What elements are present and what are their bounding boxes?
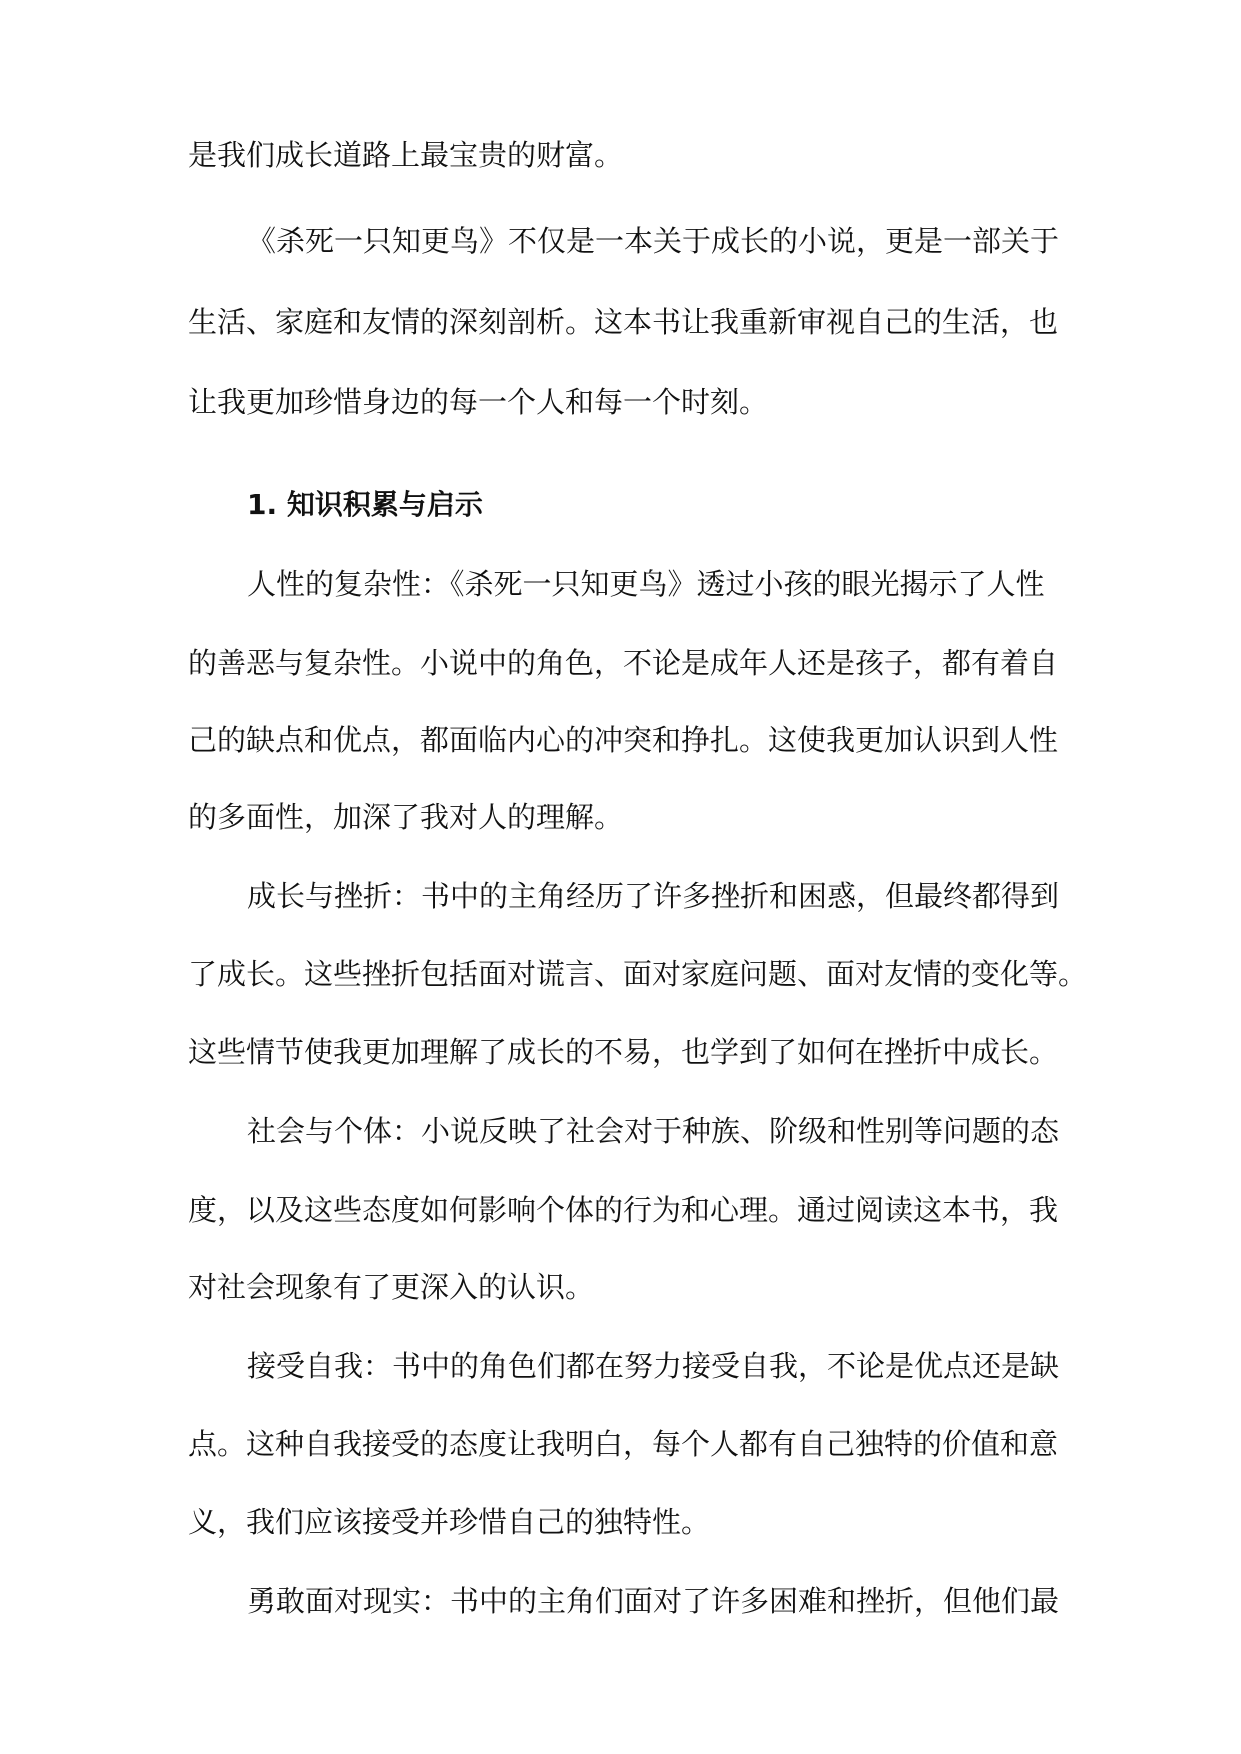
- text-line: [0, 1186, 1241, 1234]
- text-line: [0, 1498, 1241, 1546]
- text-line-content: 社会与个体：小说反映了社会对于种族、阶级和性别等问题的态: [247, 1114, 1060, 1148]
- text-line-content: 这些情节使我更加理解了成长的不易，也学到了如何在挫折中成长。: [188, 1035, 1059, 1069]
- text-line: [0, 716, 1241, 764]
- text-line-content: 让我更加珍惜身边的每一个人和每一个时刻。: [188, 385, 769, 419]
- text-line: [0, 560, 1241, 608]
- text-line-content: 接受自我：书中的角色们都在努力接受自我，不论是优点还是缺: [247, 1349, 1060, 1383]
- text-line-content: 是我们成长道路上最宝贵的财富。: [188, 138, 624, 172]
- text-line: [0, 950, 1241, 998]
- text-line: [0, 1577, 1241, 1625]
- text-line: [0, 639, 1241, 687]
- text-line-content: 度，以及这些态度如何影响个体的行为和心理。通过阅读这本书，我: [188, 1193, 1059, 1227]
- text-line: [0, 1342, 1241, 1390]
- text-line: [0, 872, 1241, 920]
- text-line-content: 己的缺点和优点，都面临内心的冲突和挣扎。这使我更加认识到人性: [188, 723, 1059, 757]
- text-line-content: 对社会现象有了更深入的认识。: [188, 1270, 595, 1304]
- section-heading: [0, 481, 1241, 529]
- text-line: [0, 1028, 1241, 1076]
- text-line-content: 生活、家庭和友情的深刻剖析。这本书让我重新审视自己的生活，也: [188, 305, 1059, 339]
- text-line: [0, 1263, 1241, 1311]
- text-line-content: 了成长。这些挫折包括面对谎言、面对家庭问题、面对友情的变化等。: [188, 957, 1088, 991]
- text-line-content: 点。这种自我接受的态度让我明白，每个人都有自己独特的价值和意: [188, 1427, 1059, 1461]
- text-line: [0, 1107, 1241, 1155]
- text-line: [0, 298, 1241, 346]
- text-line-content: 的善恶与复杂性。小说中的角色，不论是成年人还是孩子，都有着自: [188, 646, 1059, 680]
- text-line-content: 勇敢面对现实：书中的主角们面对了许多困难和挫折，但他们最: [247, 1584, 1060, 1618]
- text-line-content: 的多面性，加深了我对人的理解。: [188, 800, 624, 834]
- text-line: [0, 1420, 1241, 1468]
- text-line-content: 成长与挫折：书中的主角经历了许多挫折和困惑，但最终都得到: [247, 879, 1060, 913]
- text-line: [0, 378, 1241, 426]
- text-line: [0, 131, 1241, 179]
- text-line-content: 义，我们应该接受并珍惜自己的独特性。: [188, 1505, 711, 1539]
- section-heading-text: 1. 知识积累与启示: [247, 488, 483, 521]
- text-line: [0, 217, 1241, 265]
- text-line-content: 人性的复杂性：《杀死一只知更鸟》透过小孩的眼光揭示了人性: [247, 567, 1045, 601]
- text-line: [0, 793, 1241, 841]
- text-line-content: 《杀死一只知更鸟》不仅是一本关于成长的小说，更是一部关于: [247, 224, 1060, 258]
